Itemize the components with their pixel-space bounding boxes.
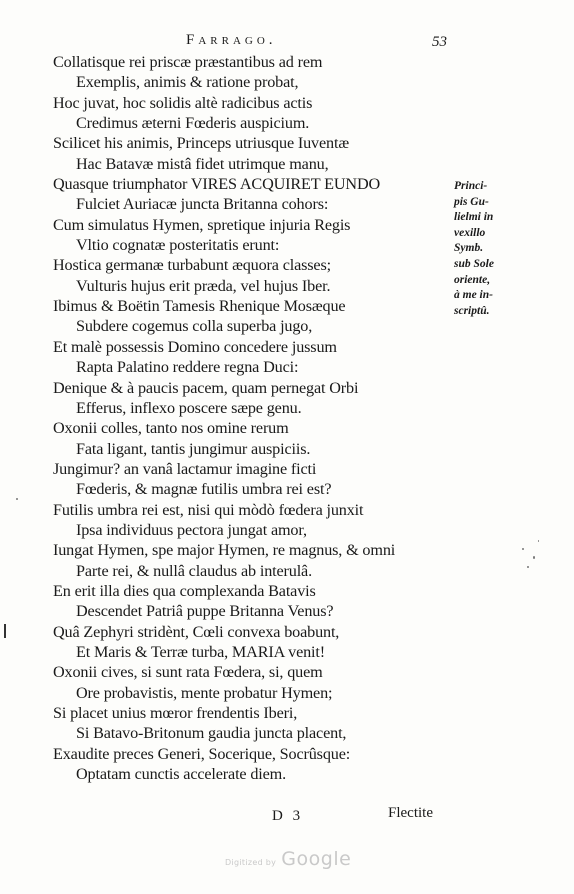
running-header bbox=[0, 32, 574, 54]
poem-line: Et malè possessis Domino concedere jussum bbox=[53, 337, 337, 356]
poem-line: Efferus, inflexo poscere sæpe genu. bbox=[76, 398, 302, 417]
marginal-note-line: Symb. bbox=[454, 242, 484, 255]
ink-speck bbox=[527, 566, 529, 568]
poem-line: En erit illa dies qua complexanda Batavis bbox=[53, 581, 316, 600]
poem-line: Iungat Hymen, spe major Hymen, re magnus, & omni bbox=[53, 541, 396, 560]
signature-mark: D 3 bbox=[272, 808, 304, 824]
marginal-note-line: lielmi in bbox=[454, 211, 494, 224]
poem-line: Oxonii colles, tanto nos omine rerum bbox=[53, 419, 289, 438]
poem-line: Quasque triumphator VIRES ACQUIRET EUNDO bbox=[53, 175, 381, 194]
poem-line: Exaudite preces Generi, Socerique, Socrûsque: bbox=[53, 744, 351, 763]
poem-line: Credimus æterni Fœderis auspicium. bbox=[76, 114, 310, 133]
digitization-watermark bbox=[225, 848, 351, 870]
poem-line: Ore probavistis, mente probatur Hymen; bbox=[76, 683, 333, 702]
page-number: 53 bbox=[432, 34, 447, 50]
poem-line: Optatam cunctis accelerate diem. bbox=[76, 765, 287, 784]
marginal-note-line: vexillo bbox=[454, 226, 486, 239]
watermark-brand: Google bbox=[281, 848, 352, 870]
poem-line: Parte rei, & nullâ claudus ab interulâ. bbox=[76, 561, 312, 580]
poem-line: Collatisque rei priscæ præstantibus ad rem bbox=[53, 53, 323, 71]
marginal-note-line: pis Gu- bbox=[454, 195, 489, 208]
poem-line: Hostica germanæ turbabunt æquora classes; bbox=[53, 256, 331, 275]
poem-line: Oxonii cives, si sunt rata Fœdera, si, quem bbox=[53, 663, 323, 682]
margin-mark bbox=[4, 624, 6, 638]
poem-line: Cum simulatus Hymen, spretique injuria Regis bbox=[53, 215, 351, 234]
poem-line: Si Batavo-Britonum gaudia juncta placent, bbox=[76, 724, 347, 743]
poem-line: Exemplis, animis & ratione probat, bbox=[76, 73, 299, 92]
marginal-note-line: sub Sole bbox=[454, 257, 494, 270]
catchword: Flectite bbox=[388, 805, 433, 821]
poem-line: Ibimus & Boëtin Tamesis Rhenique Mosæque bbox=[53, 297, 346, 316]
marginal-note-line: à me in- bbox=[454, 289, 493, 302]
poem-line: Denique & à paucis pacem, quam pernegat Orbi bbox=[53, 378, 359, 397]
poem-text-block bbox=[0, 52, 460, 784]
running-title: Farrago. bbox=[186, 32, 277, 48]
marginal-note-line: oriente, bbox=[454, 273, 491, 286]
ink-speck bbox=[533, 556, 535, 559]
marginal-note bbox=[454, 179, 520, 319]
watermark-prefix: Digitized by bbox=[225, 858, 277, 867]
marginal-note-line: Princi- bbox=[454, 180, 488, 192]
poem-line: Fata ligant, tantis jungimur auspiciis. bbox=[76, 439, 311, 458]
poem-line: Fulciet Auriacæ juncta Britanna cohors: bbox=[76, 195, 329, 214]
poem-line: Scilicet his animis, Princeps utriusque Iuventæ bbox=[53, 134, 349, 153]
poem-line: Jungimur? an vanâ lactamur imagine ficti bbox=[53, 459, 317, 478]
poem-line: Si placet unius mœror frendentis Iberi, bbox=[53, 704, 298, 722]
poem-line: Et Maris & Terræ turba, MARIA venit! bbox=[76, 642, 325, 661]
poem-line: Ipsa individuus pectora jungat amor, bbox=[76, 520, 307, 539]
poem-line: Futilis umbra rei est, nisi qui mòdò fœdera junxit bbox=[53, 500, 364, 519]
poem-line: Hac Batavæ mistâ fidet utrimque manu, bbox=[76, 154, 329, 173]
poem-line: Rapta Palatino reddere regna Duci: bbox=[76, 358, 299, 377]
poem-line: Vulturis hujus erit præda, vel hujus Iber. bbox=[76, 276, 331, 295]
poem-line: Fœderis, & magnæ futilis umbra rei est? bbox=[76, 480, 332, 499]
ink-speck bbox=[16, 498, 18, 500]
poem-line: Subdere cogemus colla superba jugo, bbox=[76, 317, 313, 336]
poem-line: Descendet Patriâ puppe Britanna Venus? bbox=[76, 602, 334, 621]
marginal-note-line: scriptû. bbox=[454, 304, 490, 317]
poem-line: Quâ Zephyri stridènt, Cœli convexa boabunt, bbox=[53, 622, 340, 641]
ink-speck bbox=[522, 548, 524, 550]
poem-line: Hoc juvat, hoc solidis altè radicibus actis bbox=[53, 93, 313, 112]
ink-speck bbox=[538, 540, 539, 542]
poem-line: Vltio cognatæ posteritatis erunt: bbox=[76, 236, 280, 255]
